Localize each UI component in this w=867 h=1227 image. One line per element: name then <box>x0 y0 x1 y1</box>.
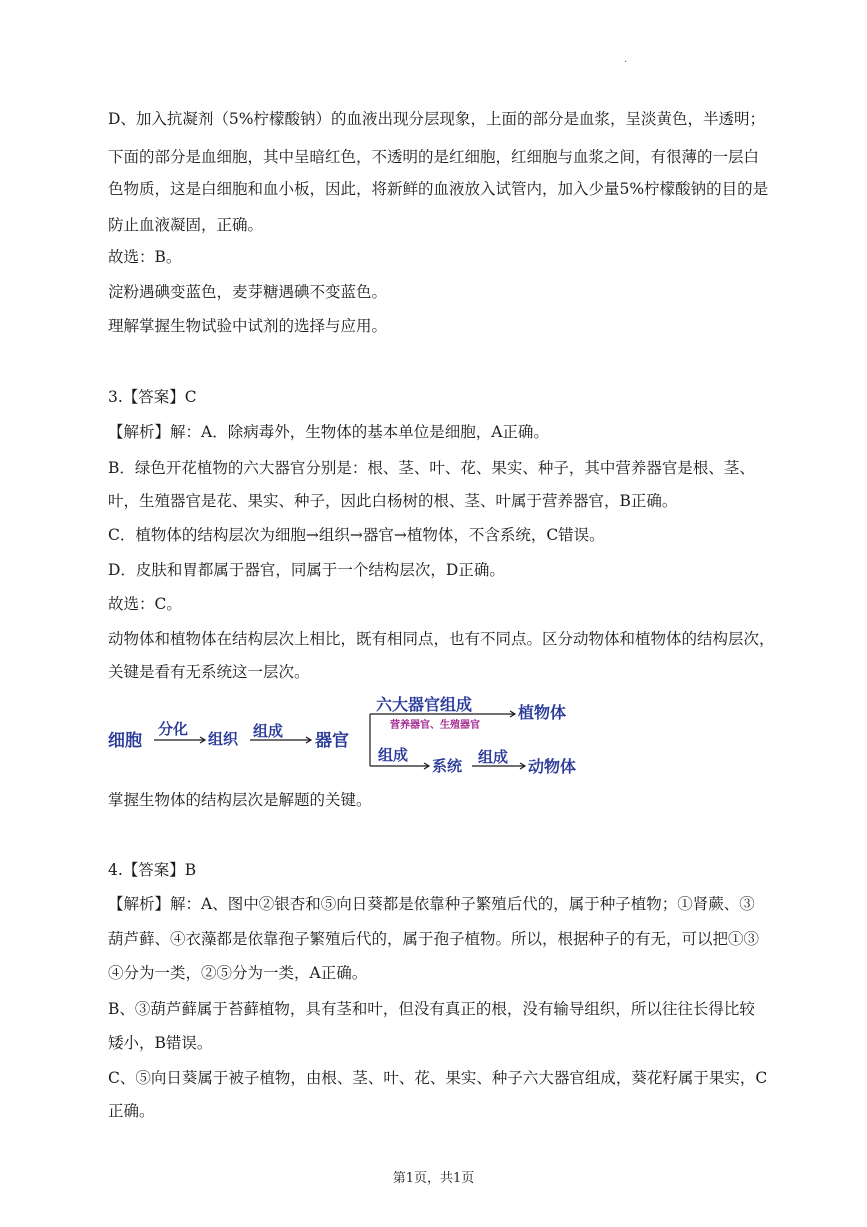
paragraph-line: D、加入抗凝剂（5%柠檬酸钠）的血液出现分层现象，上面的部分是血浆，呈淡黄色，半透明； <box>108 110 766 128</box>
paragraph-line: 矮小，B错误。 <box>108 1034 213 1052</box>
diagram-arrow1-label: 分化 <box>158 720 189 738</box>
paragraph-line: 防止血液凝固，正确。 <box>108 216 264 234</box>
page-footer: 第1页，共1页 <box>392 1171 475 1186</box>
paragraph-line: 葫芦藓、④衣藻都是依靠孢子繁殖后代的，属于孢子植物。所以，根据种子的有无，可以把①③ <box>108 930 760 948</box>
paragraph-line: 下面的部分是血细胞，其中呈暗红色，不透明的是红细胞，红细胞与血浆之间，有很薄的一层白 <box>108 148 760 166</box>
paragraph-line: 【解析】解：A．除病毒外，生物体的基本单位是细胞，A正确。 <box>108 423 549 441</box>
diagram-cell: 细胞 <box>108 731 142 751</box>
diagram-branch-top-label: 六大器官组成 <box>376 695 473 714</box>
paragraph-line: 理解掌握生物试验中试剂的选择与应用。 <box>108 317 388 335</box>
paragraph-line: 动物体和植物体在结构层次上相比，既有相同点，也有不同点。区分动物体和植物体的结构层次， <box>108 630 775 648</box>
paragraph-line: C．植物体的结构层次为细胞→组织→器官→植物体，不含系统，C错误。 <box>108 526 605 544</box>
paragraph-line: 色物质，这是白细胞和血小板，因此，将新鲜的血液放入试管内，加入少量5%柠檬酸钠的目的是 <box>108 180 769 198</box>
paragraph-line: B、③葫芦藓属于苔藓植物，具有茎和叶，但没有真正的根，没有输导组织，所以往往长得比较 <box>108 1000 755 1018</box>
diagram-branch-bottom-label: 组成 <box>378 746 409 764</box>
diagram-tissue: 组织 <box>208 730 239 748</box>
paragraph-line: C、⑤向日葵属于被子植物，由根、茎、叶、花、果实、种子六大器官组成，葵花籽属于果实，C <box>108 1069 768 1087</box>
paragraph-line: 故选：C。 <box>108 595 182 613</box>
paragraph-line: 关键是看有无系统这一层次。 <box>108 663 310 681</box>
paragraph-line: ④分为一类，②⑤分为一类，A正确。 <box>108 964 368 982</box>
paragraph-line: 正确。 <box>108 1102 155 1120</box>
diagram-organ: 器官 <box>315 731 349 751</box>
corner-mark: . <box>624 54 628 65</box>
paragraph-line: 淀粉遇碘变蓝色，麦芽糖遇碘不变蓝色。 <box>108 283 388 301</box>
diagram-animal: 动物体 <box>528 757 577 776</box>
diagram-arrow2-label: 组成 <box>253 722 284 740</box>
paragraph-line: B．绿色开花植物的六大器官分别是：根、茎、叶、花、果实、种子，其中营养器官是根、茎、 <box>108 459 755 477</box>
diagram-arrow3-label: 组成 <box>478 748 509 766</box>
paragraph-line: 【解析】解：A、图中②银杏和⑤向日葵都是依靠种子繁殖后代的，属于种子植物；①肾蕨、③ <box>108 895 755 913</box>
diagram-branch-top-sublabel: 营养器官、生殖器官 <box>390 720 480 731</box>
answer-heading: 4.【答案】B <box>108 861 197 879</box>
paragraph-line: 叶，生殖器官是花、果实、种子，因此白杨树的根、茎、叶属于营养器官，B正确。 <box>108 492 678 510</box>
paragraph-line: D．皮肤和胃都属于器官，同属于一个结构层次，D正确。 <box>108 561 505 579</box>
answer-heading: 3.【答案】C <box>108 388 197 406</box>
diagram-plant: 植物体 <box>518 703 567 722</box>
structure-level-diagram <box>100 688 620 788</box>
diagram-system: 系统 <box>432 757 463 775</box>
paragraph-line: 故选：B。 <box>108 248 182 266</box>
paragraph-line: 掌握生物体的结构层次是解题的关键。 <box>108 791 372 809</box>
